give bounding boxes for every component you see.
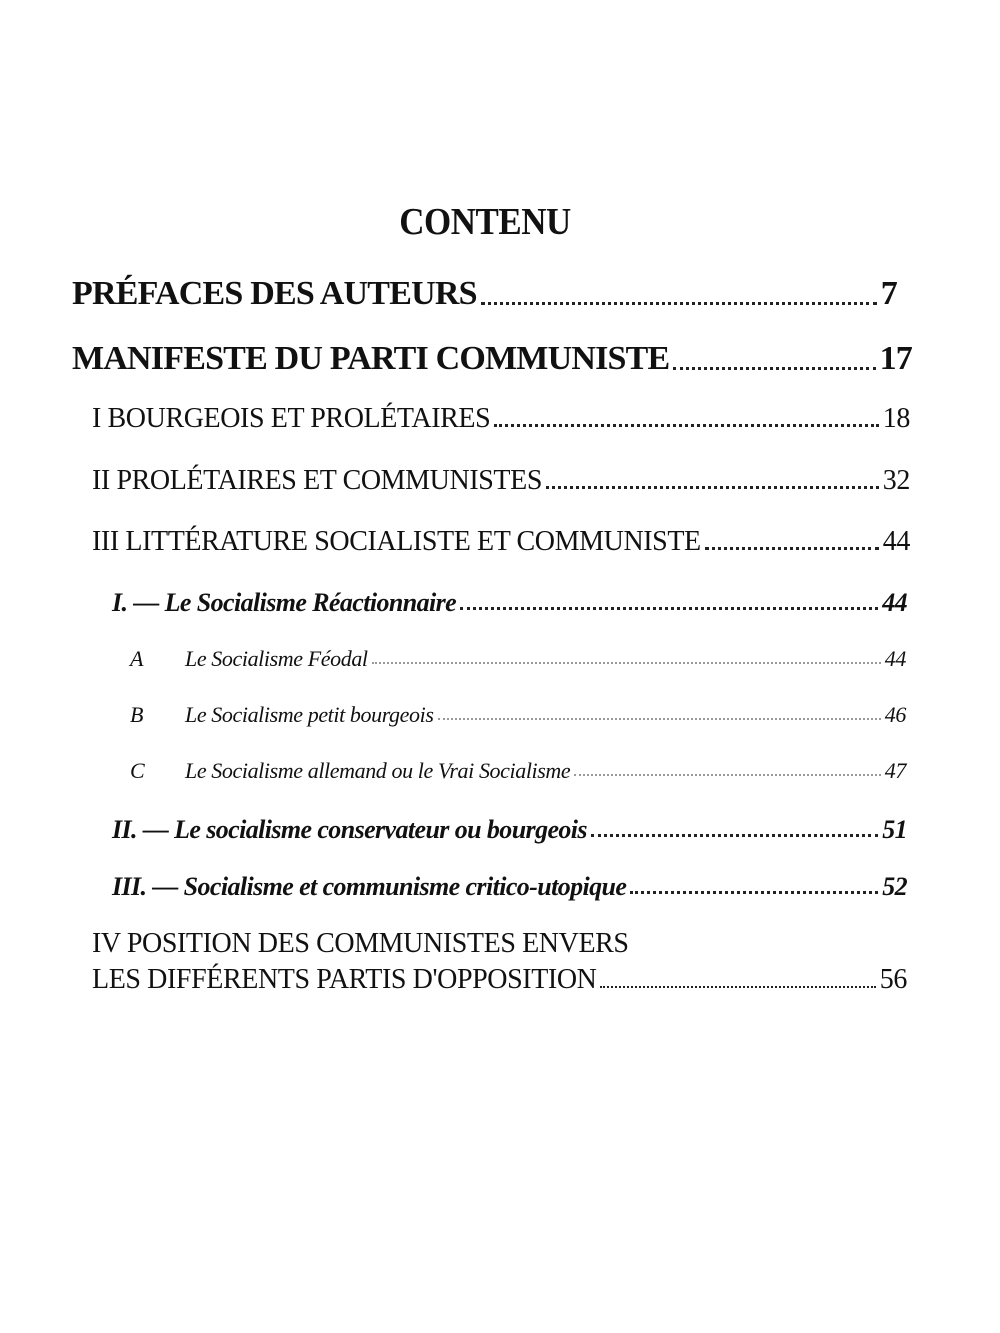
leader-dots [460,607,878,610]
toc-entry-page: 51 [882,815,907,844]
toc-entry-page: 47 [884,758,906,783]
toc-entry-section-reactionnaire [112,588,907,618]
toc-entry-section-conservateur [112,815,907,845]
toc-entry-page: 44 [882,526,910,557]
toc-entry-label: II. — Le socialisme conservateur ou bourgeois [112,815,587,844]
toc-entry-page: 52 [882,872,907,901]
toc-entry-label: III. — Socialisme et communisme critico-utopique [112,872,627,901]
toc-entry-label: II PROLÉTAIRES ET COMMUNISTES [92,465,542,496]
toc-entry-label: Le Socialisme petit bourgeois [185,702,434,727]
leader-dots [438,718,881,720]
toc-entry-page: 44 [882,588,907,617]
leader-dots [574,774,881,776]
toc-entry-line2 [92,964,907,996]
toc-entry-page: 56 [879,964,907,995]
toc-entry-chapter-3 [92,526,910,558]
leader-dots [705,547,879,550]
leader-dots [630,891,878,894]
toc-entry-label: PRÉFACES DES AUTEURS [72,275,477,312]
toc-entry-letter: C [130,758,145,783]
leader-dots [494,424,879,427]
toc-entry-label-line1: IV POSITION DES COMMUNISTES ENVERS [92,928,629,959]
toc-entry-label: III LITTÉRATURE SOCIALISTE ET COMMUNISTE [92,526,701,557]
toc-entry-prefaces [72,275,897,313]
toc-entry-label: Le Socialisme allemand ou le Vrai Socialisme [185,758,571,783]
toc-entry-page: 18 [882,403,910,434]
toc-entry-label: Le Socialisme Féodal [185,646,368,671]
toc-entry-label: I. — Le Socialisme Réactionnaire [112,588,457,617]
toc-entry-chapter-1 [92,403,910,435]
toc-entry-letter: A [130,646,144,671]
toc-entry-subsection-b [130,702,906,728]
leader-dots [673,367,875,370]
toc-entry-page: 7 [880,275,897,312]
toc-entry-manifeste [72,340,912,378]
toc-entry-section-utopique [112,872,907,902]
leader-dots [546,486,879,489]
toc-entry-label: MANIFESTE DU PARTI COMMUNISTE [72,340,670,377]
leader-dots [481,302,877,305]
leader-dots [591,834,878,837]
leader-dots [372,662,881,664]
toc-entry-label: I BOURGEOIS ET PROLÉTAIRES [92,403,491,434]
page-title: CONTENU [399,201,571,243]
toc-entry-label-line2: LES DIFFÉRENTS PARTIS D'OPPOSITION [92,964,597,995]
toc-entry-page: 44 [884,646,906,671]
toc-entry-page: 17 [879,340,912,377]
leader-dots [600,986,875,988]
toc-entry-subsection-a [130,646,906,672]
toc-entry-page: 46 [884,702,906,727]
toc-entry-subsection-c [130,758,906,784]
toc-entry-chapter-4 [92,928,907,996]
toc-entry-letter: B [130,702,144,727]
toc-entry-page: 32 [882,465,910,496]
toc-entry-chapter-2 [92,465,910,497]
